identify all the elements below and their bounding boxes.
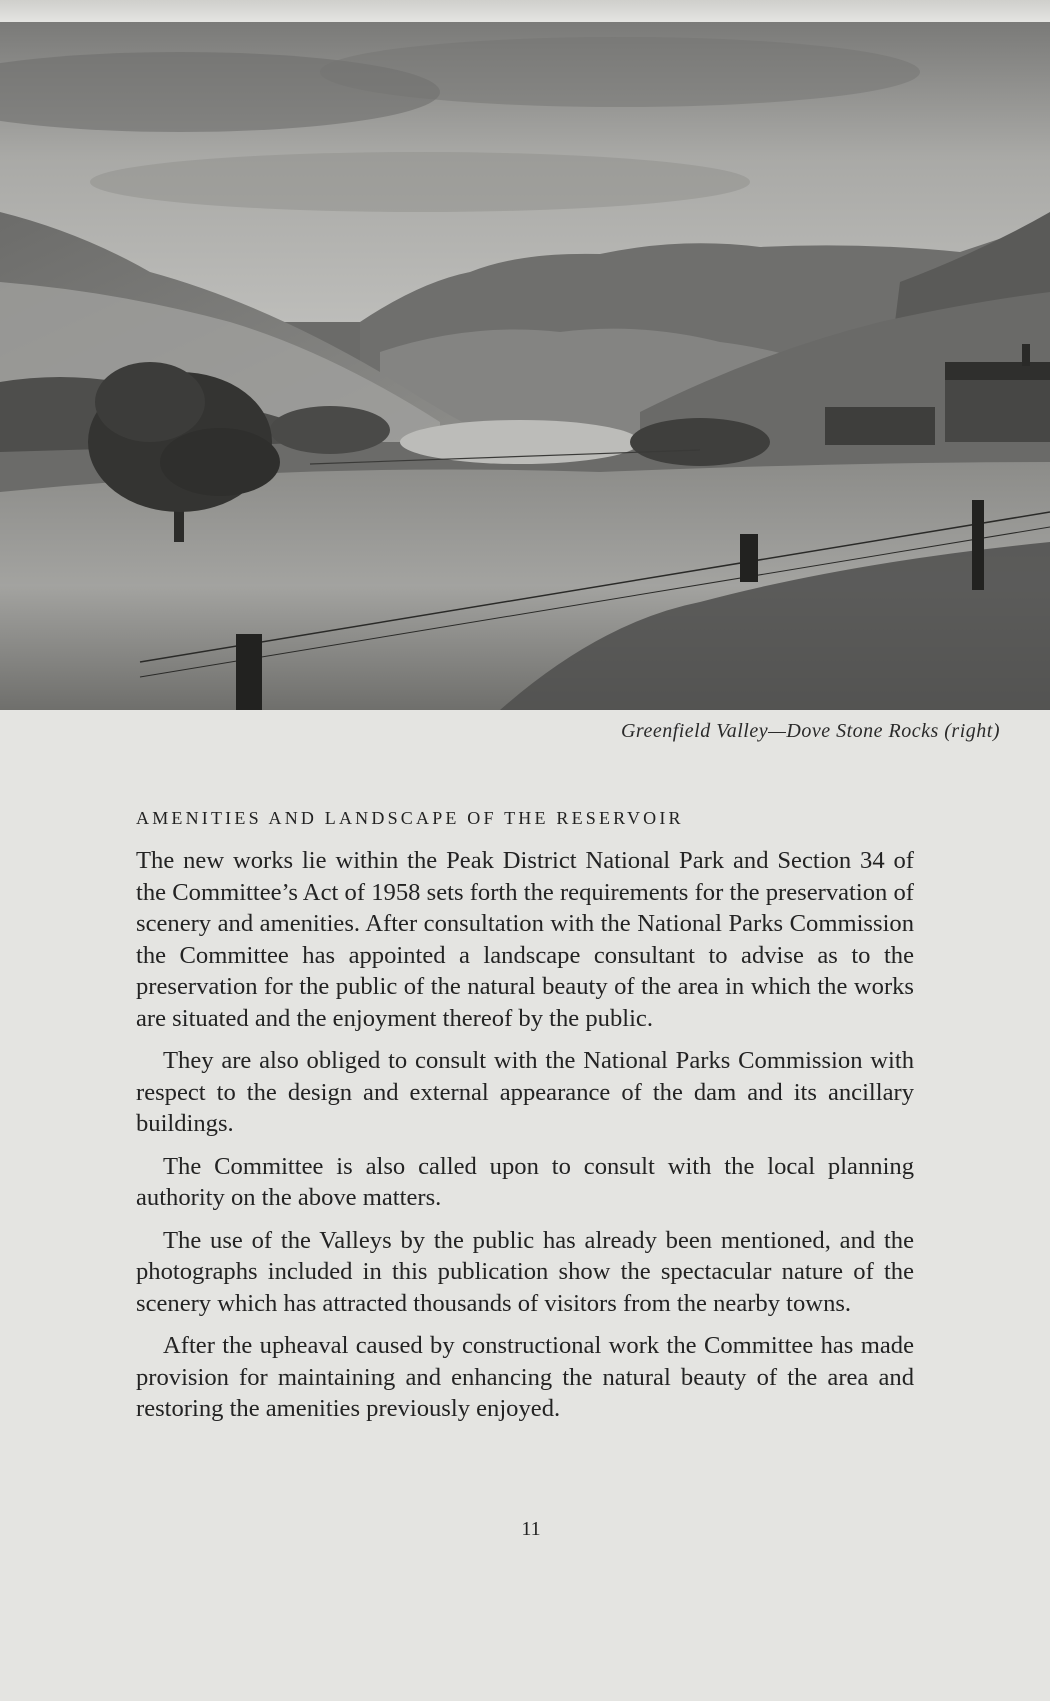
- body-text: [136, 845, 914, 1436]
- paragraph-5: After the upheaval caused by constructional work the Committee has made provision for maintaining and enhancing the natural beauty of the area and restoring the amenities previously enjoyed.: [136, 1332, 914, 1422]
- photo-caption: Greenfield Valley—Dove Stone Rocks (right): [620, 720, 1000, 742]
- paragraph-2: They are also obliged to consult with the National Parks Commission with respect to the design and external appearance of the dam and its ancillary buildings.: [136, 1047, 914, 1137]
- section-heading: AMENITIES AND LANDSCAPE OF THE RESERVOIR: [136, 808, 684, 828]
- paragraph-1: The new works lie within the Peak District National Park and Section 34 of the Committee’s Act of 1958 sets forth the requirements for the preservation of scenery and amenities. After consultation with the National Parks Commission the Committee has appointed a landscape consultant to advise as to the preservation for the public of the natural beauty of the area in which the works are situated and the enjoyment thereof by the public.: [136, 847, 914, 1032]
- valley-photograph: [0, 22, 1050, 710]
- page-top-edge: [0, 0, 1050, 22]
- page-number: 11: [521, 1518, 541, 1540]
- paragraph-4: The use of the Valleys by the public has already been mentioned, and the photographs included in this publication show the spectacular nature of the scenery which has attracted thousands of visitors from the nearby towns.: [136, 1226, 914, 1317]
- paragraph-3: The Committee is also called upon to consult with the local planning authority on the above matters.: [136, 1152, 914, 1211]
